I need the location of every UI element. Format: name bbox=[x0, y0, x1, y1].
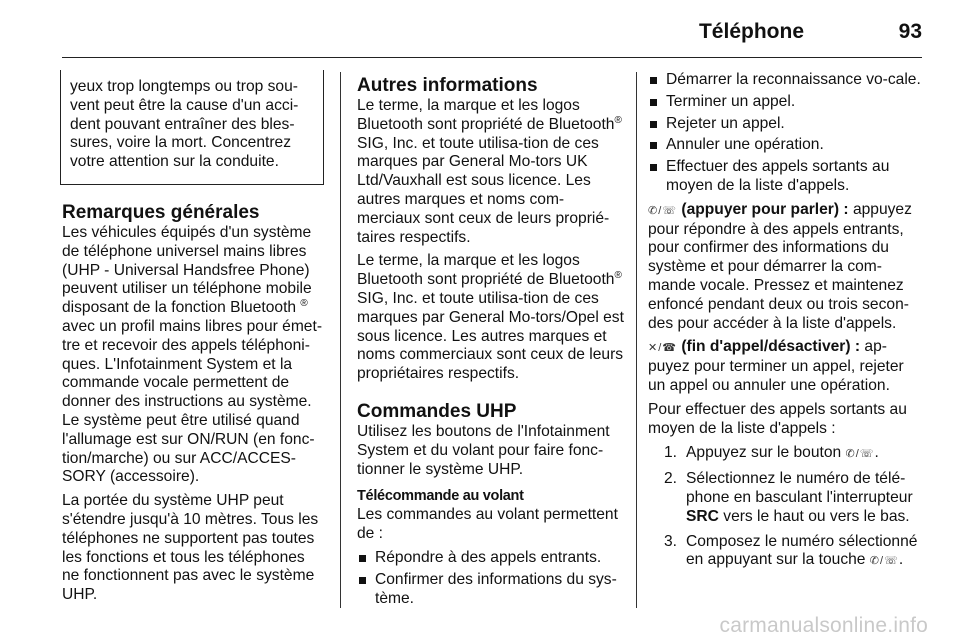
bullet-square-icon bbox=[650, 121, 657, 128]
general-p1-text-a: Les véhicules équipés d'un système de téléphone universel mains libres (UHP - Universal Handsfree Phone) peuvent utiliser un téléphone mobile disposant de la fonction Bluetooth bbox=[62, 223, 312, 317]
info-p1-text-b: SIG, Inc. et toute utilisa-tion de ces marques par General Mo-tors UK Ltd/Vauxhall est sous licence. Les autres marques et noms com-merciaux sont ceux de leurs proprié-taires respectifs. bbox=[357, 134, 610, 246]
registered-mark: ® bbox=[614, 114, 622, 126]
list-item-text: Démarrer la reconnaissance vo-cale. bbox=[666, 71, 921, 88]
bullet-square-icon bbox=[650, 99, 657, 106]
bullet-square-icon bbox=[650, 164, 657, 171]
outgoing-calls-intro: Pour effectuer des appels sortants au moyen de la liste d'appels : bbox=[648, 400, 907, 437]
list-item bbox=[648, 93, 922, 112]
talk-button-label: (appuyer pour parler) : bbox=[681, 200, 849, 218]
outgoing-calls-steps bbox=[648, 444, 922, 571]
info-p2-text-b: SIG, Inc. et toute utilisa-tion de ces marques par General Mo-tors/Opel est sous licence. Les autres marques et noms commerciaux sont ceux de leurs propriétaires respectifs. bbox=[357, 289, 624, 383]
uhp-controls-paragraph: Utilisez les boutons de l'Infotainment System et du volant pour faire fonc-tionner le système UHP. bbox=[357, 422, 610, 478]
uhp-controls-heading: Commandes UHP bbox=[357, 400, 517, 422]
other-info-paragraph-1 bbox=[357, 97, 624, 247]
bullet-square-icon bbox=[650, 77, 657, 84]
watermark: carmanualsonline.info bbox=[719, 614, 928, 637]
general-remarks-heading: Remarques générales bbox=[62, 201, 260, 223]
list-item-text: Rejeter un appel. bbox=[666, 114, 785, 132]
list-item bbox=[648, 71, 922, 90]
warning-text: yeux trop longtemps ou trop sou-vent peut être la cause d'un acci-dent pouvant entraîner des bles-sures, voire la mort. Concentrez votre attention sur la conduite. bbox=[70, 78, 299, 171]
list-item bbox=[648, 136, 922, 155]
step-text: vers le haut ou vers le bas. bbox=[718, 507, 910, 525]
list-item-text: Confirmer des informations du sys-tème. bbox=[375, 570, 617, 607]
end-button-text: ap-puyez pour terminer un appel, rejeter un appel ou annuler une opération. bbox=[648, 338, 904, 394]
phone-end-icon: ✕/☎ bbox=[648, 342, 677, 355]
column-divider-2 bbox=[636, 72, 637, 608]
column-3 bbox=[648, 70, 922, 577]
src-switch-label: SRC bbox=[686, 507, 719, 525]
step-text: Composez le numéro sélectionné en appuyant sur la touche bbox=[686, 532, 918, 569]
step-number: 1. bbox=[664, 444, 678, 462]
steering-remote-heading: Télécommande au volant bbox=[357, 488, 524, 505]
phone-talk-icon: ✆/☏ bbox=[648, 204, 678, 217]
general-p1-text-b: avec un profil mains libres pour émet-tre et recevoir des appels téléphoni-ques. L'Infotainment System et la commande vocale permettent de donner des instructions au système. Le système peut être utilisé quand l'allumage est sur ON/RUN (en fonc-tion/marche) ou sur ACC/ACCES-SORY (accessoire). bbox=[62, 317, 323, 486]
list-item: 3. Composez le numéro sélectionné en appuyant sur la touche ✆/☏. bbox=[648, 533, 922, 572]
step-text: Appuyez sur le bouton bbox=[686, 444, 846, 462]
bullet-square-icon bbox=[650, 142, 657, 149]
end-button-label: (fin d'appel/désactiver) : bbox=[681, 338, 861, 356]
page-header bbox=[62, 0, 922, 58]
header-rule bbox=[62, 57, 922, 58]
other-info-paragraph-2 bbox=[357, 252, 624, 384]
list-item-text: Annuler une opération. bbox=[666, 136, 824, 154]
page-title: Téléphone bbox=[698, 20, 804, 43]
bullet-square-icon bbox=[359, 555, 366, 562]
info-p1-text-a: Le terme, la marque et les logos Bluetooth sont propriété de Bluetooth bbox=[357, 97, 615, 133]
remote-functions-list bbox=[357, 549, 624, 608]
end-button-description bbox=[648, 338, 922, 395]
step-text: Sélectionnez le numéro de télé-phone en basculant l'interrupteur bbox=[686, 470, 913, 506]
list-item bbox=[648, 470, 922, 526]
other-info-heading: Autres informations bbox=[357, 75, 538, 96]
list-item bbox=[357, 571, 624, 609]
warning-box bbox=[60, 70, 324, 185]
column-divider-1 bbox=[340, 72, 341, 608]
list-item: 1. Appuyez sur le bouton ✆/☏. bbox=[648, 444, 922, 464]
list-item-text: Effectuer des appels sortants au moyen de la liste d'appels. bbox=[666, 158, 890, 194]
list-item-text: Répondre à des appels entrants. bbox=[375, 548, 602, 566]
step-number: 3. bbox=[664, 532, 678, 550]
phone-talk-icon: ✆/☏ bbox=[845, 448, 875, 461]
list-item bbox=[648, 158, 922, 196]
talk-button-description bbox=[648, 201, 922, 334]
general-remarks-paragraph-1 bbox=[62, 224, 324, 487]
step-number: 2. bbox=[664, 470, 678, 488]
phone-talk-icon: ✆/☏ bbox=[869, 555, 899, 568]
column-1 bbox=[62, 70, 324, 610]
registered-mark: ® bbox=[614, 269, 622, 281]
info-p2-text-a: Le terme, la marque et les logos Bluetooth sont propriété de Bluetooth bbox=[357, 252, 615, 289]
list-item bbox=[357, 549, 624, 568]
page-number: 93 bbox=[898, 20, 922, 43]
column-2 bbox=[357, 70, 624, 613]
remote-functions-list-continued bbox=[648, 71, 922, 196]
registered-mark: ® bbox=[300, 297, 308, 309]
bullet-square-icon bbox=[359, 577, 366, 584]
talk-button-text: appuyez pour répondre à des appels entrants, pour confirmer des informations du système et pour démarrer la com-mande vocale. Pressez et maintenez enfoncé pendant deux ou trois secon-des pour accéder à la liste d'appels. bbox=[648, 200, 912, 332]
list-item-text: Terminer un appel. bbox=[666, 92, 796, 110]
list-item bbox=[648, 115, 922, 134]
general-remarks-paragraph-2: La portée du système UHP peut s'étendre jusqu'à 10 mètres. Tous les téléphones ne supportent pas toutes les fonctions et tous les téléphones ne fonctionnent pas avec le système UHP. bbox=[62, 492, 319, 604]
steering-remote-paragraph: Les commandes au volant permettent de : bbox=[357, 506, 618, 543]
